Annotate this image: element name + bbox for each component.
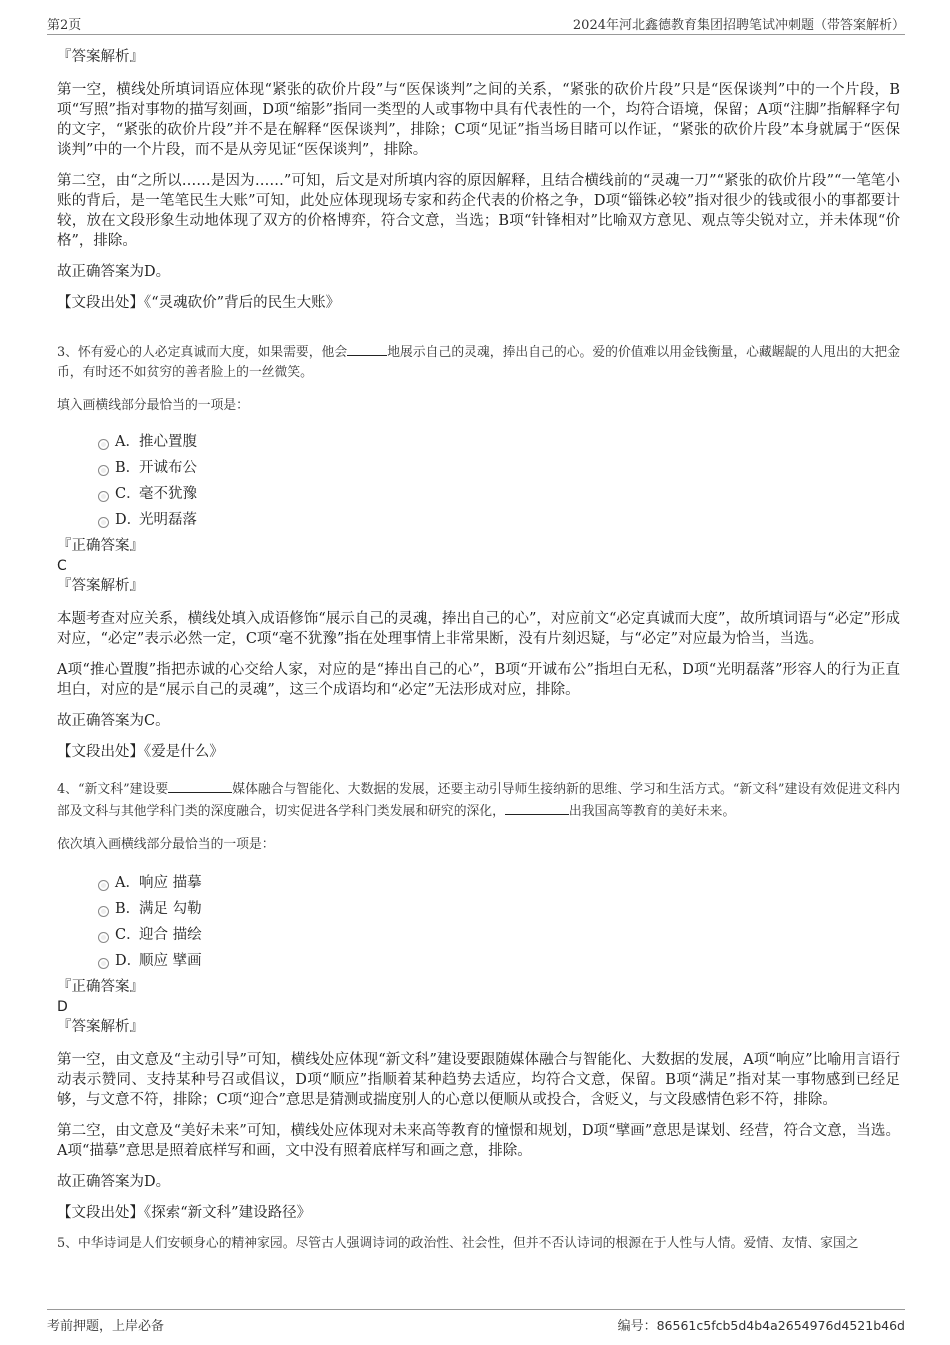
question-4-stem: 4、“新文科”建设要 媒体融合与智能化、大数据的发展，还要主动引导师生接纳新的思维、学习和生活方式。“新文科”建设有效促进文科内部及文科与其他学科门类的深度融合，切实促进各学科门类发展和研究的深化， 出我国高等教育的美好未来。 <box>57 778 900 822</box>
question-3-analysis-p1: 本题考查对应关系，横线处填入成语修饰“展示自己的灵魂，捧出自己的心”，对应前文“必定真诚而大度”，故所填词语与“必定”形成对应，“必定”表示必然一定，C项“毫不犹豫”指在处理事情上非常果断，没有片刻迟疑，与“必定”对应最为恰当，当选。 <box>57 611 900 647</box>
option-c[interactable]: C． 毫不犹豫 <box>57 481 900 507</box>
question-3-conclusion: 故正确答案为C。 <box>57 713 170 729</box>
question-4-source: 【文段出处】《探索“新文科”建设路径》 <box>57 1205 312 1221</box>
page-content <box>57 47 900 1254</box>
radio-icon[interactable] <box>98 465 109 476</box>
question-4-analysis-p2: 第二空，由文意及“美好未来”可知，横线处应体现对未来高等教育的憧憬和规划，D项“擘画”意思是谋划、经营，符合文意，当选。A项“描摹”意思是照着底样写和画，文中没有照着底样写和画之意，排除。 <box>57 1123 900 1159</box>
option-c[interactable]: C． 迎合 描绘 <box>57 922 900 948</box>
radio-icon[interactable] <box>98 439 109 450</box>
question-4-answer-label: 『正确答案』 <box>57 979 144 995</box>
radio-icon[interactable] <box>98 906 109 917</box>
prev-analysis-p2: 第二空，由“之所以……是因为……”可知，后文是对所填内容的原因解释，且结合横线前的“灵魂一刀”“紧张的砍价片段”“一笔笔小账的背后，是一笔笔民生大账”可知，此处应体现现场专家和药企代表的价格之争，D项“锱铢必较”指对很少的钱或很小的事都要计较，放在文段形象生动地体现了双方的价格博弈，符合文意，当选；B项“针锋相对”比喻双方意见、观点等尖锐对立，并未体现“价格”，排除。 <box>57 173 900 249</box>
prev-source: 【文段出处】《“灵魂砍价”背后的民生大账》 <box>57 295 341 311</box>
question-3-source: 【文段出处】《爱是什么》 <box>57 744 224 760</box>
document-serial: 编号：86561c5fcb5d4b4a2654976d4521b46d <box>617 1318 905 1334</box>
blank-line <box>347 341 387 356</box>
blank-line <box>505 800 569 815</box>
footer-note: 考前押题，上岸必备 <box>47 1319 165 1334</box>
question-4-conclusion: 故正确答案为D。 <box>57 1174 171 1190</box>
question-5-stem: 5、中华诗词是人们安顿身心的精神家园。尽管古人强调诗词的政治性、社会性，但并不否认诗词的根源在于人性与人情。爱情、友情、家国之 <box>57 1236 859 1251</box>
question-3-analysis-p2: A项“推心置腹”指把赤诚的心交给人家，对应的是“捧出自己的心”，B项“开诚布公”指坦白无私，D项“光明磊落”形容人的行为正直坦白，对应的是“展示自己的灵魂”，这三个成语均和“必定”无法形成对应，排除。 <box>57 662 900 698</box>
page-number: 第2页 <box>47 18 82 33</box>
question-4-analysis-p1: 第一空，由文意及“主动引导”可知，横线处应体现“新文科”建设要跟随媒体融合与智能化、大数据的发展，A项“响应”比喻用言语行动表示赞同、支持某种号召或倡议，D项“顺应”指顺着某种趋势去适应，均符合文意，保留。B项“满足”指对某一事物感到已经足够，与文意不符，排除；C项“迎合”意思是猜测或揣度别人的心意以便顺从或投合，含贬义，与文段感情色彩不符，排除。 <box>57 1052 900 1108</box>
radio-icon[interactable] <box>98 491 109 502</box>
question-3-stem: 3、怀有爱心的人必定真诚而大度，如果需要，他会 地展示自己的灵魂，捧出自己的心。爱的价值难以用金钱衡量，心藏龌龊的人甩出的大把金币，有时还不如贫穷的善者脸上的一丝微笑。 <box>57 341 900 383</box>
question-4-answer: D <box>57 999 68 1015</box>
question-3-prompt: 填入画横线部分最恰当的一项是： <box>57 398 249 413</box>
option-b[interactable]: B． 开诚布公 <box>57 455 900 481</box>
document-title: 2024年河北鑫德教育集团招聘笔试冲刺题（带答案解析） <box>572 18 905 33</box>
question-4-prompt: 依次填入画横线部分最恰当的一项是： <box>57 837 275 852</box>
option-d[interactable]: D． 顺应 擘画 <box>57 948 900 974</box>
option-a[interactable]: A． 推心置腹 <box>57 429 900 455</box>
radio-icon[interactable] <box>98 932 109 943</box>
option-d[interactable]: D． 光明磊落 <box>57 507 900 533</box>
prev-conclusion: 故正确答案为D。 <box>57 264 171 280</box>
question-3-answer: C <box>57 558 67 574</box>
option-a[interactable]: A． 响应 描摹 <box>57 870 900 896</box>
prev-analysis-p1: 第一空，横线处所填词语应体现“紧张的砍价片段”与“医保谈判”之间的关系，“紧张的砍价片段”只是“医保谈判”中的一个片段，B项“写照”指对事物的描写刻画，D项“缩影”指同一类型的人或事物中具有代表性的一个，均符合语境，保留；A项“注脚”指解释字句的文字，“紧张的砍价片段”并不是在解释“医保谈判”，排除；C项“见证”指当场目睹可以作证，“紧张的砍价片段”本身就属于“医保谈判”中的一个片段，而不是从旁见证“医保谈判”，排除。 <box>57 82 900 158</box>
blank-line <box>168 778 232 793</box>
option-b[interactable]: B． 满足 勾勒 <box>57 896 900 922</box>
question-3-analysis-label: 『答案解析』 <box>57 578 144 594</box>
radio-icon[interactable] <box>98 517 109 528</box>
question-3-options <box>57 429 900 533</box>
question-3-answer-label: 『正确答案』 <box>57 538 144 554</box>
question-4-analysis-label: 『答案解析』 <box>57 1019 144 1035</box>
page-footer <box>47 1309 905 1332</box>
page-header <box>47 12 905 35</box>
radio-icon[interactable] <box>98 958 109 969</box>
question-4-options <box>57 870 900 974</box>
prev-analysis-label: 『答案解析』 <box>57 49 144 65</box>
radio-icon[interactable] <box>98 880 109 891</box>
